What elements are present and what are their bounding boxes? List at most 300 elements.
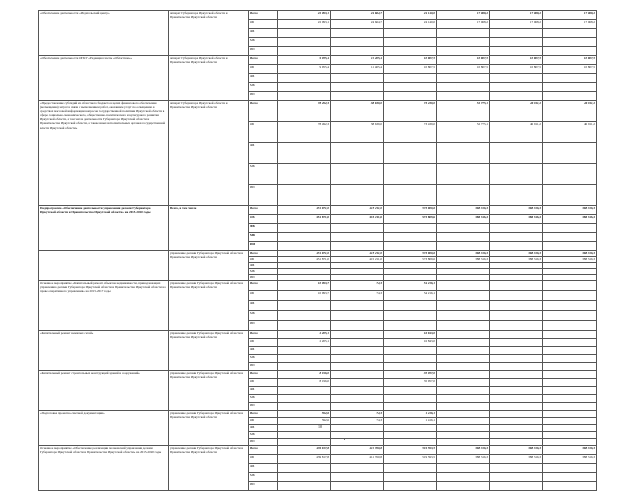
amount-cell [384,143,437,164]
funding-source: ИИ [249,363,278,371]
amount-cell [384,432,437,439]
amount-cell [437,411,490,418]
amount-cell [490,379,543,387]
amount-cell [384,301,437,311]
executor-name: аппарат Губернатора Иркутской области и Правительства Иркутской области [169,11,249,56]
amount-cell [543,331,597,339]
amount-cell: 573 809,6 [384,257,437,263]
amount-cell: 451 871,0 [278,215,331,224]
amount-cell [490,281,543,291]
amount-cell [543,439,597,446]
amount-cell [331,473,384,482]
amount-cell [278,403,331,411]
amount-cell [384,233,437,242]
amount-cell [278,301,331,311]
amount-cell: 10 807,5 [490,65,543,74]
amount-cell: 1 416,1 [384,418,437,425]
amount-cell [490,233,543,242]
amount-cell [490,473,543,482]
amount-cell [384,403,437,411]
amount-cell [437,321,490,331]
funding-source: ФБ [249,301,278,311]
funding-source: ОБ [249,257,278,263]
amount-cell [437,224,490,233]
amount-cell [437,185,490,206]
amount-cell: 73 439,0 [384,101,437,122]
amount-cell [437,339,490,347]
amount-cell [543,224,597,233]
amount-cell: 10 807,5 [384,65,437,74]
amount-cell [543,432,597,439]
amount-cell [384,464,437,473]
funding-source: Всего [249,371,278,379]
amount-cell [437,425,490,432]
amount-cell [278,29,331,38]
funding-source: Всего [249,446,278,455]
funding-source: Всего [249,411,278,418]
amount-cell [331,164,384,185]
table-row [39,56,597,65]
funding-source: МБ [249,395,278,403]
amount-cell: 1 416,1 [384,411,437,418]
funding-source: ФБ [249,464,278,473]
amount-cell [384,29,437,38]
amount-cell [437,439,490,446]
amount-cell [384,83,437,92]
amount-cell: 10 807,5 [543,65,597,74]
amount-cell: 78 492,3 [278,101,331,122]
funding-source: Всего [249,206,278,215]
amount-cell [490,331,543,339]
amount-cell [384,242,437,251]
funding-source: ОБ [249,20,278,29]
amount-cell [490,432,543,439]
amount-cell [331,432,384,439]
amount-cell: 73 439,0 [384,122,437,143]
amount-cell: 10 993,7 [278,281,331,291]
amount-cell [278,83,331,92]
amount-cell: 388 316,3 [490,257,543,263]
amount-cell: 24 664,7 [331,11,384,20]
funding-source: Всего [249,281,278,291]
page-number: 10 [318,424,322,429]
amount-cell [490,143,543,164]
amount-cell [490,395,543,403]
funding-source: Всего [249,11,278,20]
amount-cell [437,47,490,56]
funding-source: ФБ [249,29,278,38]
amount-cell: 388 316,3 [543,215,597,224]
amount-cell [384,38,437,47]
amount-cell [331,355,384,363]
amount-cell [490,74,543,83]
amount-cell [278,439,331,446]
amount-cell [437,403,490,411]
amount-cell [331,425,384,432]
amount-cell [543,233,597,242]
amount-cell [384,473,437,482]
amount-cell: 411 760,8 [331,446,384,455]
funding-source: МБ [249,83,278,92]
amount-cell [437,363,490,371]
funding-source: Всего [249,331,278,339]
amount-cell: 451 871,0 [278,257,331,263]
measure-name: Подпрограмма «Обеспечение деятельности управления делами Губернатора Иркутской области и Правительства Иркутской области» на 2015-2020 годы [39,206,169,251]
amount-cell [331,339,384,347]
amount-cell [543,38,597,47]
amount-cell [543,83,597,92]
amount-cell: 451 871,0 [278,206,331,215]
table-row [39,446,597,455]
amount-cell [543,311,597,321]
amount-cell [543,355,597,363]
funding-source: ИИ [249,185,278,206]
amount-cell [331,379,384,387]
amount-cell [490,387,543,395]
funding-source: ИИ [249,47,278,56]
executor-name: управление делами Губернатора Иркутской области и Правительства Иркутской области [169,411,249,446]
amount-cell: 10 807,5 [384,56,437,65]
amount-cell: 592,6 [278,411,331,418]
amount-cell: 415 211,0 [331,257,384,263]
amount-cell [490,464,543,473]
amount-cell: 388 316,3 [543,206,597,215]
amount-cell: 388 316,3 [543,257,597,263]
amount-cell [490,321,543,331]
executor-name: управление делами Губернатора Иркутской области и Правительства Иркутской области [169,446,249,491]
funding-source: Всего [249,101,278,122]
amount-cell: 388 316,3 [543,446,597,455]
amount-cell: 2 205,1 [278,339,331,347]
executor-name: управление делами Губернатора Иркутской области и Правительства Иркутской области [169,331,249,371]
funding-source: ИИ [249,321,278,331]
amount-cell [437,473,490,482]
amount-cell [384,387,437,395]
measure-name: Основное мероприятие «Обеспечение реализации полномочий управления делами Губернатора Иркутской области и Правительства Иркутской области» на 2015-2020 годы [39,446,169,491]
amount-cell [437,355,490,363]
amount-cell [437,464,490,473]
funding-source: МБ [249,473,278,482]
amount-cell [543,418,597,425]
executor-name: Всего, в том числе [169,206,249,251]
amount-cell [490,291,543,301]
funding-source: ФБ [249,74,278,83]
amount-cell: 24 140,0 [384,20,437,29]
amount-cell [278,311,331,321]
amount-cell [331,47,384,56]
funding-source: ФБ [249,143,278,164]
amount-cell [543,301,597,311]
amount-cell: 38 639,0 [331,101,384,122]
amount-cell [278,387,331,395]
amount-cell [278,432,331,439]
amount-cell [384,425,437,432]
amount-cell: 16 843,0 [384,339,437,347]
amount-cell [331,83,384,92]
amount-cell [331,363,384,371]
amount-cell: 451 871,0 [278,251,331,257]
amount-cell: 11 405,4 [331,56,384,65]
amount-cell [331,233,384,242]
amount-cell: 52 775,1 [437,122,490,143]
amount-cell [437,482,490,491]
measure-name: «Предоставление субсидий из областного бюджета в целях финансового обеспечения (возмещения) затрат в связи с выполнением работ, оказанием услуг по освещению в средствах массовой информации вопросов государственной политики Иркутской области в сфере социально-экономического, общественно-политического и культурного развития Иркутской области, а том числе деятельности Губернатора Иркутской области и Правительства Иркутской области, а также иных исполнительных органов государственной власти Иркутской области» [39,101,169,206]
amount-cell [384,224,437,233]
amount-cell: 17 068,2 [543,20,597,29]
funding-source: ОБ [249,122,278,143]
funding-source: ФБ [249,387,278,395]
amount-cell [384,164,437,185]
funding-source: ОБ [249,379,278,387]
funding-source: Всего [249,56,278,65]
funding-source: ОБ [249,418,278,425]
amount-cell [278,185,331,206]
amount-cell [543,425,597,432]
amount-cell [331,403,384,411]
funding-source: МБ [249,269,278,275]
amount-cell [490,411,543,418]
amount-cell: 573 809,6 [384,215,437,224]
amount-cell [437,291,490,301]
funding-source: МБ [249,355,278,363]
amount-cell [543,164,597,185]
funding-source: ОБ [249,65,278,74]
amount-cell: 592,6 [278,418,331,425]
measure-name: «Обеспечение деятельности «Издательский центр» [39,11,169,56]
amount-cell: 46 911,2 [490,122,543,143]
amount-cell: 74,3 [331,418,384,425]
executor-name: управление делами Губернатора Иркутской области и Правительства Иркутской области [169,281,249,331]
amount-cell: 415 211,0 [331,251,384,257]
amount-cell: 388 316,3 [437,455,490,464]
amount-cell [543,281,597,291]
amount-cell [331,74,384,83]
amount-cell: 10 807,5 [543,56,597,65]
amount-cell [437,331,490,339]
amount-cell [543,92,597,101]
funding-source: МБ [249,432,278,439]
amount-cell [490,403,543,411]
amount-cell [490,301,543,311]
amount-cell [278,482,331,491]
amount-cell [384,482,437,491]
amount-cell: 519 593,5 [384,446,437,455]
amount-cell: 388 316,3 [543,251,597,257]
amount-cell [278,473,331,482]
amount-cell: 74,3 [331,291,384,301]
amount-cell [437,143,490,164]
scan-speck [344,439,345,440]
amount-cell: 17 068,2 [490,20,543,29]
funding-source: ОБ [249,455,278,464]
amount-cell [384,92,437,101]
funding-source: ИИ [249,482,278,491]
amount-cell [437,29,490,38]
amount-cell [384,74,437,83]
amount-cell [278,143,331,164]
amount-cell [384,395,437,403]
amount-cell: 388 316,3 [437,251,490,257]
funding-source: ОБ [249,291,278,301]
amount-cell [490,363,543,371]
amount-cell [437,371,490,379]
amount-cell [331,482,384,491]
amount-cell [331,439,384,446]
amount-cell [278,321,331,331]
amount-cell: 11 405,4 [331,65,384,74]
amount-cell [331,464,384,473]
amount-cell [437,74,490,83]
amount-cell: 439 817,8 [278,446,331,455]
amount-cell [278,38,331,47]
amount-cell [437,418,490,425]
amount-cell: 46 911,2 [490,101,543,122]
amount-cell [437,432,490,439]
amount-cell: 10 807,5 [490,56,543,65]
amount-cell [490,224,543,233]
document-page [38,10,596,491]
measure-name: Основное мероприятие «Капитальный ремонт объектов недвижимости, принадлежащих управлению делами Губернатора Иркутской области и Правительства Иркутской области на праве оперативного управления» на 2015-2017 годы [39,281,169,331]
amount-cell [490,311,543,321]
amount-cell [278,224,331,233]
amount-cell: 52 775,1 [437,101,490,122]
amount-cell [331,311,384,321]
amount-cell [331,387,384,395]
amount-cell [331,38,384,47]
amount-cell [543,143,597,164]
amount-cell: 46 911,2 [543,101,597,122]
amount-cell: 388 316,3 [490,446,543,455]
amount-cell [331,371,384,379]
amount-cell [437,242,490,251]
measure-name: «Подготовка проектно-сметной документации» [39,411,169,446]
amount-cell [490,339,543,347]
amount-cell: 388 316,3 [490,215,543,224]
executor-name: управление делами Губернатора Иркутской области и Правительства Иркутской области [169,371,249,411]
amount-cell: 17 068,2 [543,11,597,20]
amount-cell [437,164,490,185]
amount-cell: 573 809,6 [384,251,437,257]
amount-cell [543,74,597,83]
amount-cell [490,482,543,491]
table-row [39,331,597,339]
funding-source: МБ [249,311,278,321]
amount-cell: 16 843,0 [384,331,437,339]
amount-cell: 573 809,6 [384,206,437,215]
amount-cell [278,363,331,371]
amount-cell [543,47,597,56]
executor-name: аппарат Губернатора Иркутской области и Правительства Иркутской области [169,56,249,101]
funding-source: МБ [249,233,278,242]
amount-cell [384,47,437,56]
amount-cell: 22 093,1 [278,20,331,29]
amount-cell [490,38,543,47]
amount-cell [278,464,331,473]
amount-cell [543,347,597,355]
funding-source: МБ [249,38,278,47]
amount-cell: 10 807,5 [437,56,490,65]
amount-cell [543,473,597,482]
amount-cell: 519 593,5 [384,455,437,464]
amount-cell [543,403,597,411]
amount-cell [437,281,490,291]
amount-cell [278,395,331,403]
amount-cell [490,29,543,38]
amount-cell [278,74,331,83]
amount-cell: 8 196,0 [278,371,331,379]
amount-cell [384,321,437,331]
table-row [39,371,597,379]
amount-cell: 10 807,5 [437,65,490,74]
amount-cell [384,347,437,355]
executor-name: аппарат Губернатора Иркутской области и Правительства Иркутской области [169,101,249,206]
amount-cell [490,371,543,379]
amount-cell [384,311,437,321]
amount-cell [490,425,543,432]
amount-cell [278,92,331,101]
amount-cell [331,242,384,251]
amount-cell [331,321,384,331]
amount-cell [490,83,543,92]
amount-cell: 388 316,3 [490,206,543,215]
amount-cell [543,379,597,387]
funding-source: ИИ [249,242,278,251]
amount-cell [543,482,597,491]
amount-cell [437,92,490,101]
amount-cell [331,331,384,339]
amount-cell: 388 316,3 [490,251,543,257]
amount-cell: 38 639,0 [331,122,384,143]
amount-cell [331,185,384,206]
measure-name: «Обеспечение деятельности ОГКУ «Редакция газеты «Областная»» [39,56,169,101]
amount-cell: 78 492,3 [278,122,331,143]
amount-cell: 46 911,2 [543,122,597,143]
amount-cell [278,355,331,363]
table-row [39,281,597,291]
measure-name: «Капитальный ремонт нежилых сетей» [39,331,169,371]
amount-cell: 388 316,3 [490,455,543,464]
amount-cell [278,347,331,355]
amount-cell [490,47,543,56]
amount-cell: 8 196,0 [278,379,331,387]
table-row [39,206,597,215]
measure-name [39,251,169,281]
amount-cell [278,233,331,242]
amount-cell [384,439,437,446]
amount-cell [490,164,543,185]
amount-cell [331,395,384,403]
funding-source: Всего [249,251,278,257]
executor-name: управление делами Губернатора Иркутской области и Правительства Иркутской области [169,251,249,281]
amount-cell [543,464,597,473]
amount-cell [543,321,597,331]
amount-cell [437,379,490,387]
funding-source: МБ [249,164,278,185]
funding-source: ФБ [249,347,278,355]
amount-cell [543,395,597,403]
funding-source: ФБ [249,224,278,233]
amount-cell: 9 955,4 [278,65,331,74]
amount-cell [543,363,597,371]
amount-cell: 2 205,1 [278,331,331,339]
amount-cell [490,185,543,206]
amount-cell [543,339,597,347]
amount-cell: 388 316,3 [437,257,490,263]
amount-cell [490,92,543,101]
table-row [39,101,597,122]
funding-source: ИИ [249,92,278,101]
amount-cell [278,164,331,185]
